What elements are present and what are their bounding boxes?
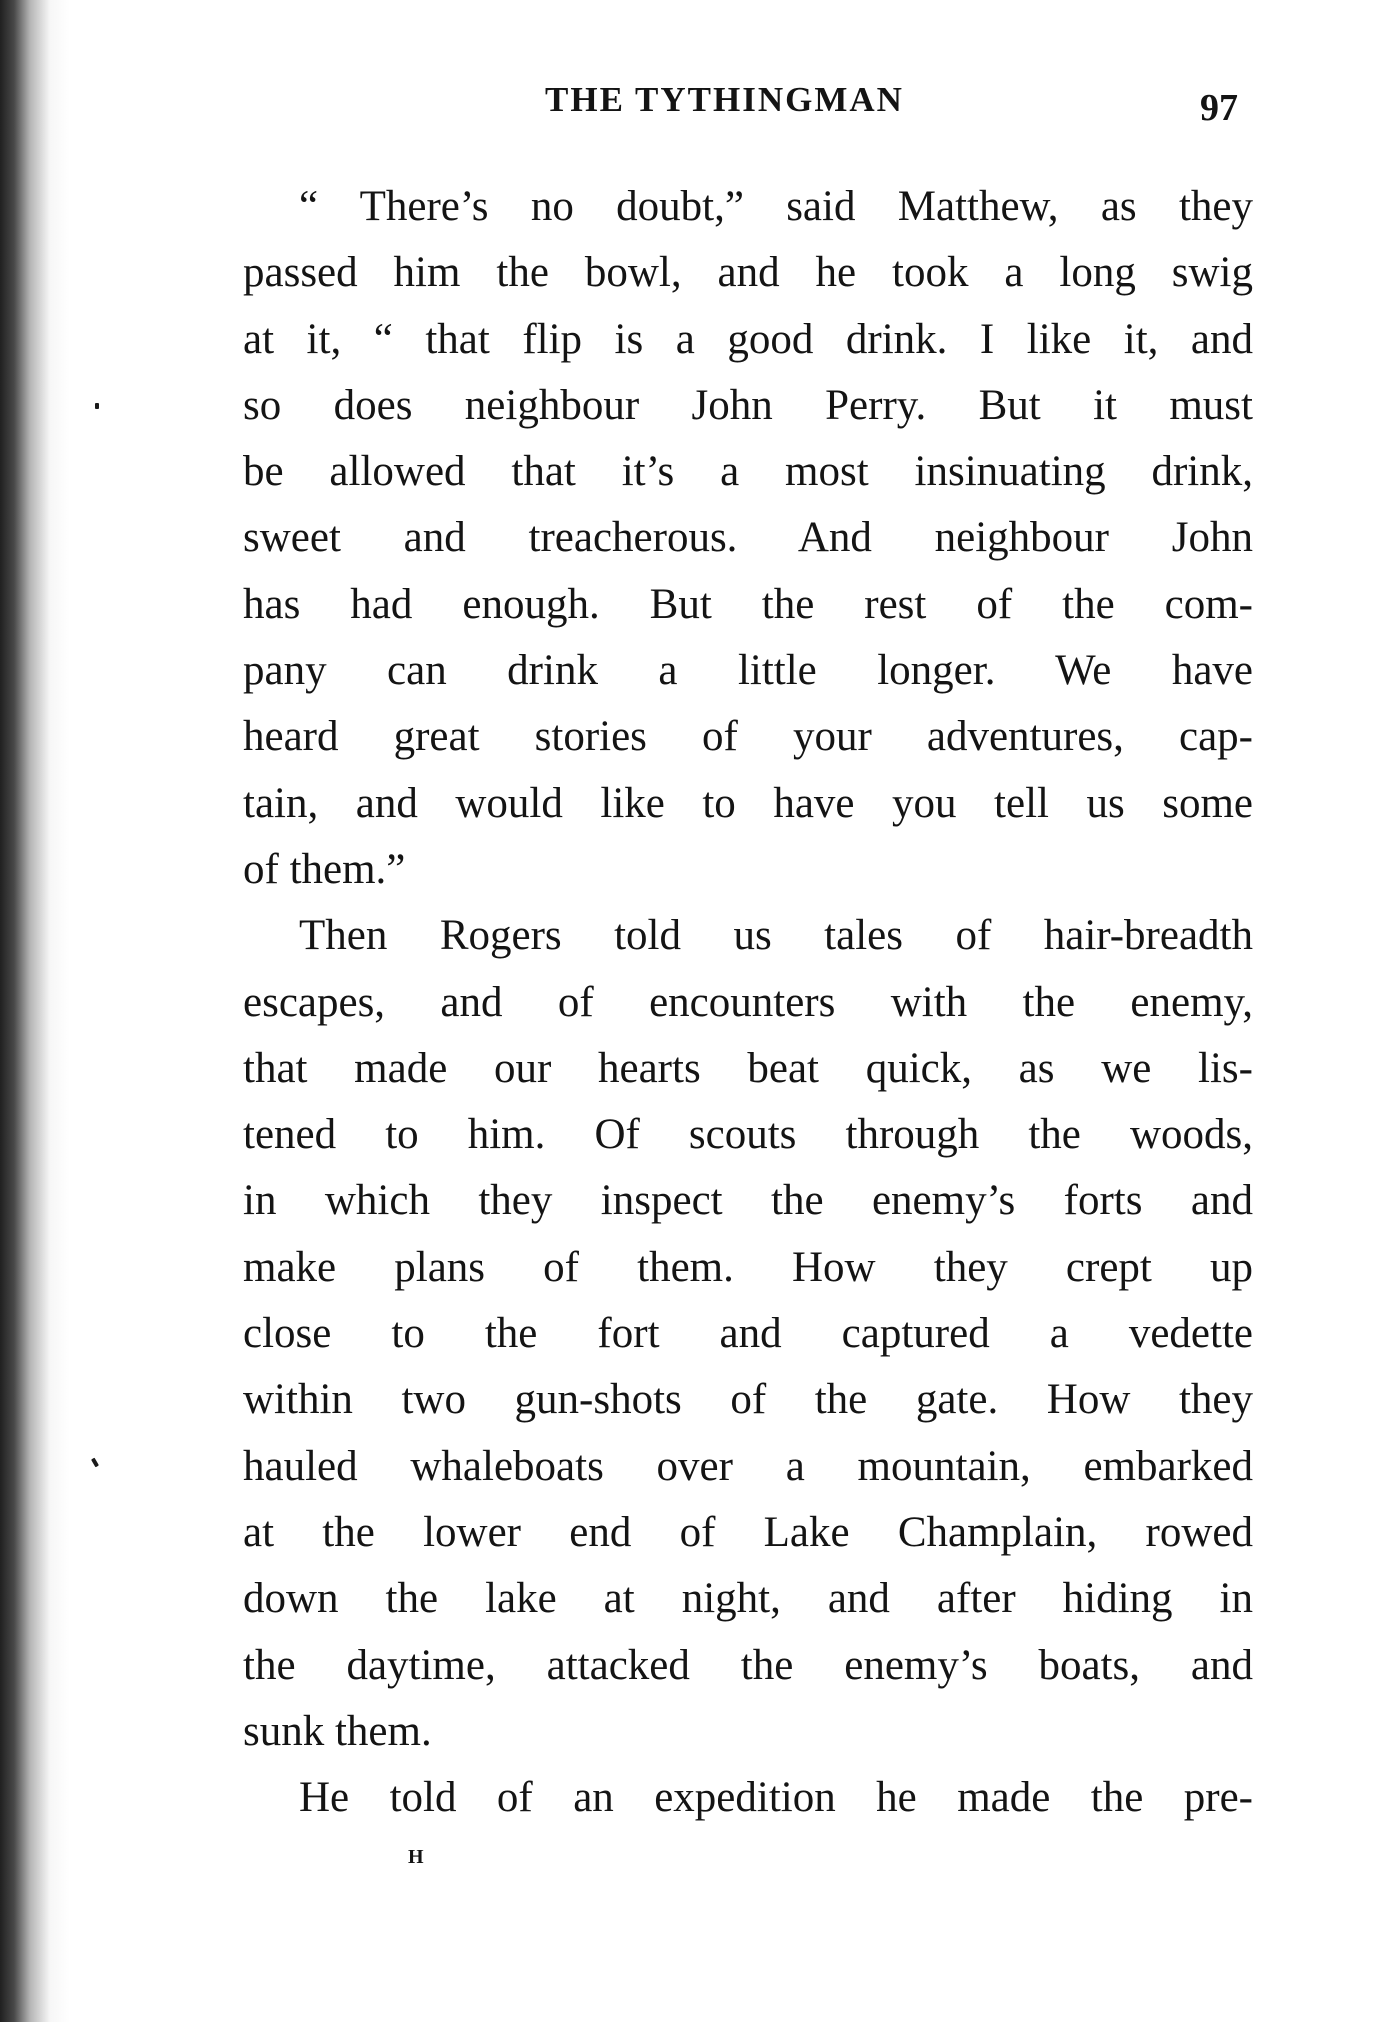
page-number: 97 (1200, 87, 1238, 129)
text-line: make plans of them. How they crept up (243, 1243, 1253, 1291)
text-line: of them.” (243, 845, 406, 893)
text-line: within two gun-shots of the gate. How they (243, 1376, 1253, 1424)
text-line: at the lower end of Lake Champlain, rowed (243, 1508, 1253, 1556)
text-line: the daytime, attacked the enemy’s boats, and (243, 1641, 1253, 1689)
text-line: down the lake at night, and after hiding in (243, 1575, 1253, 1623)
text-line: pany can drink a little longer. We have (243, 647, 1253, 695)
text-line: Then Rogers told us tales of hair-breadth (299, 912, 1253, 960)
running-title: THE TYTHINGMAN (545, 80, 904, 119)
text-line: passed him the bowl, and he took a long swig (243, 249, 1253, 297)
text-line: hauled whaleboats over a mountain, embarked (243, 1442, 1253, 1490)
text-line: “ There’s no doubt,” said Matthew, as they (299, 183, 1253, 230)
text-line: sweet and treacherous. And neighbour John (243, 514, 1253, 562)
body-text (243, 174, 1253, 1831)
text-line: tened to him. Of scouts through the woods, (243, 1111, 1253, 1159)
page-header (0, 80, 1386, 140)
ink-speck (91, 1458, 99, 1468)
text-line: sunk them. (243, 1707, 432, 1755)
text-line: has had enough. But the rest of the com- (243, 580, 1253, 628)
text-line: that made our hearts beat quick, as we lis- (243, 1044, 1253, 1092)
ink-speck (95, 403, 99, 409)
text-line: escapes, and of encounters with the enemy, (243, 978, 1253, 1026)
scanned-binding-edge (0, 0, 70, 2022)
text-line: heard great stories of your adventures, cap- (243, 713, 1253, 761)
text-line: be allowed that it’s a most insinuating drink, (243, 448, 1253, 496)
text-line: He told of an expedition he made the pre- (299, 1774, 1253, 1822)
signature-mark: H (408, 1846, 425, 1868)
text-line: so does neighbour John Perry. But it must (243, 381, 1253, 429)
text-line: in which they inspect the enemy’s forts and (243, 1177, 1253, 1225)
text-line: at it, “ that flip is a good drink. I like it, and (243, 315, 1253, 363)
text-line: tain, and would like to have you tell us some (243, 779, 1253, 827)
text-line: close to the fort and captured a vedette (243, 1310, 1253, 1358)
